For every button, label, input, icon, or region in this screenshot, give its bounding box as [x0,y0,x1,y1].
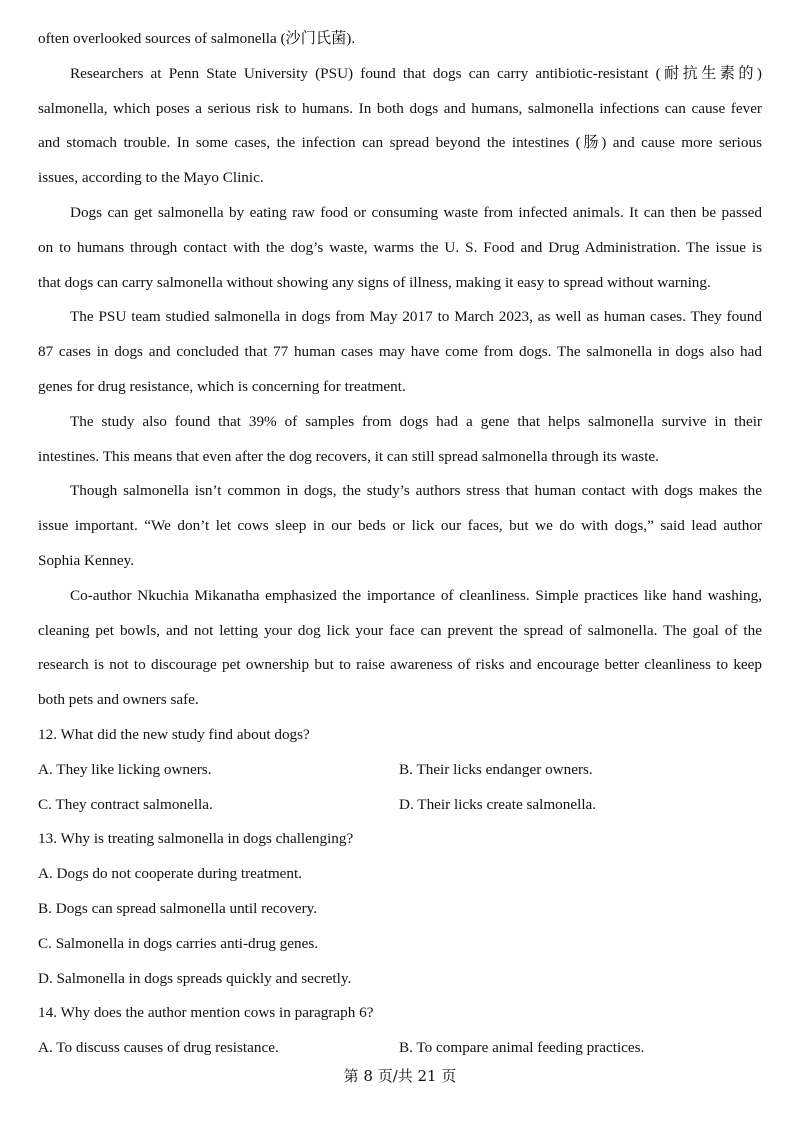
option-d: D. Salmonella in dogs spreads quickly and secretly. [38,969,352,987]
question-stem: 13. Why is treating salmonella in dogs challenging? [38,830,354,848]
option-b: B. Their licks endanger owners. [399,760,593,778]
question-12 [38,718,762,822]
passage-line: cleaning pet bowls, and not letting your dog lick your face can prevent the spread of salmonella. The goal of the [38,621,762,639]
option-row [38,788,762,823]
passage-line: genes for drug resistance, which is concerning for treatment. [38,377,406,395]
option-c: C. They contract salmonella. [38,795,213,813]
question-stem: 14. Why does the author mention cows in paragraph 6? [38,1004,374,1022]
page-number: 第 8 页/共 21 页 [343,1067,457,1085]
passage-line: 87 cases in dogs and concluded that 77 human cases may have come from dogs. The salmonella in dogs also had [38,343,762,361]
option-b: B. Dogs can spread salmonella until recovery. [38,899,318,917]
paragraph-2 [38,196,762,300]
option-a: A. They like licking owners. [38,760,212,778]
paragraph-1 [38,57,762,196]
passage-line: The PSU team studied salmonella in dogs from May 2017 to March 2023, as well as human cases. They found [70,308,762,326]
option-b: B. To compare animal feeding practices. [399,1039,645,1057]
option-a: A. Dogs do not cooperate during treatment. [38,865,303,883]
passage-line: issues, according to the Mayo Clinic. [38,169,264,187]
paragraph-4 [38,405,762,475]
passage-line: intestines. This means that even after the dog recovers, it can still spread salmonella through its waste. [38,447,659,465]
paragraph-3 [38,300,762,404]
option-row [38,753,762,788]
passage-line: Dogs can get salmonella by eating raw food or consuming waste from infected animals. It can then be passed [70,203,762,221]
paragraph-6 [38,579,762,718]
option-d: D. Their licks create salmonella. [399,795,597,813]
passage-line: often overlooked sources of salmonella (沙门氏菌). [38,30,356,47]
passage-line: research is not to discourage pet ownership but to raise awareness of risks and encourage better cleanliness to keep [38,656,762,674]
document-page [38,22,762,1066]
passage-line: both pets and owners safe. [38,691,199,709]
passage-line: on to humans through contact with the dog’s waste, warms the U. S. Food and Drug Administration. The issue is [38,238,762,256]
question-stem: 12. What did the new study find about dogs? [38,725,310,743]
question-13 [38,822,762,996]
passage-line: salmonella, which poses a serious risk to humans. In both dogs and humans, salmonella infections can cause fever [38,99,762,117]
question-14 [38,996,762,1066]
paragraph-5 [38,474,762,578]
option-row [38,1031,762,1066]
passage-line: that dogs can carry salmonella without showing any signs of illness, making it easy to spread without warning. [38,273,711,291]
passage-line: and stomach trouble. In some cases, the infection can spread beyond the intestines (肠) and cause more serious [38,134,762,152]
passage-line: The study also found that 39% of samples from dogs had a gene that helps salmonella survive in their [70,412,762,430]
option-a: A. To discuss causes of drug resistance. [38,1039,279,1057]
passage-line: issue important. “We don’t let cows sleep in our beds or lick our faces, but we do with dogs,” said lead author [38,517,762,535]
passage-line: Sophia Kenney. [38,551,135,569]
passage-line: Co-author Nkuchia Mikanatha emphasized the importance of cleanliness. Simple practices like hand washing, [70,586,762,604]
passage-line: Though salmonella isn’t common in dogs, the study’s authors stress that human contact with dogs makes the [70,482,762,500]
option-c: C. Salmonella in dogs carries anti-drug genes. [38,934,319,952]
passage-line: Researchers at Penn State University (PSU) found that dogs can carry antibiotic-resistant (耐抗生素的) [70,64,762,82]
